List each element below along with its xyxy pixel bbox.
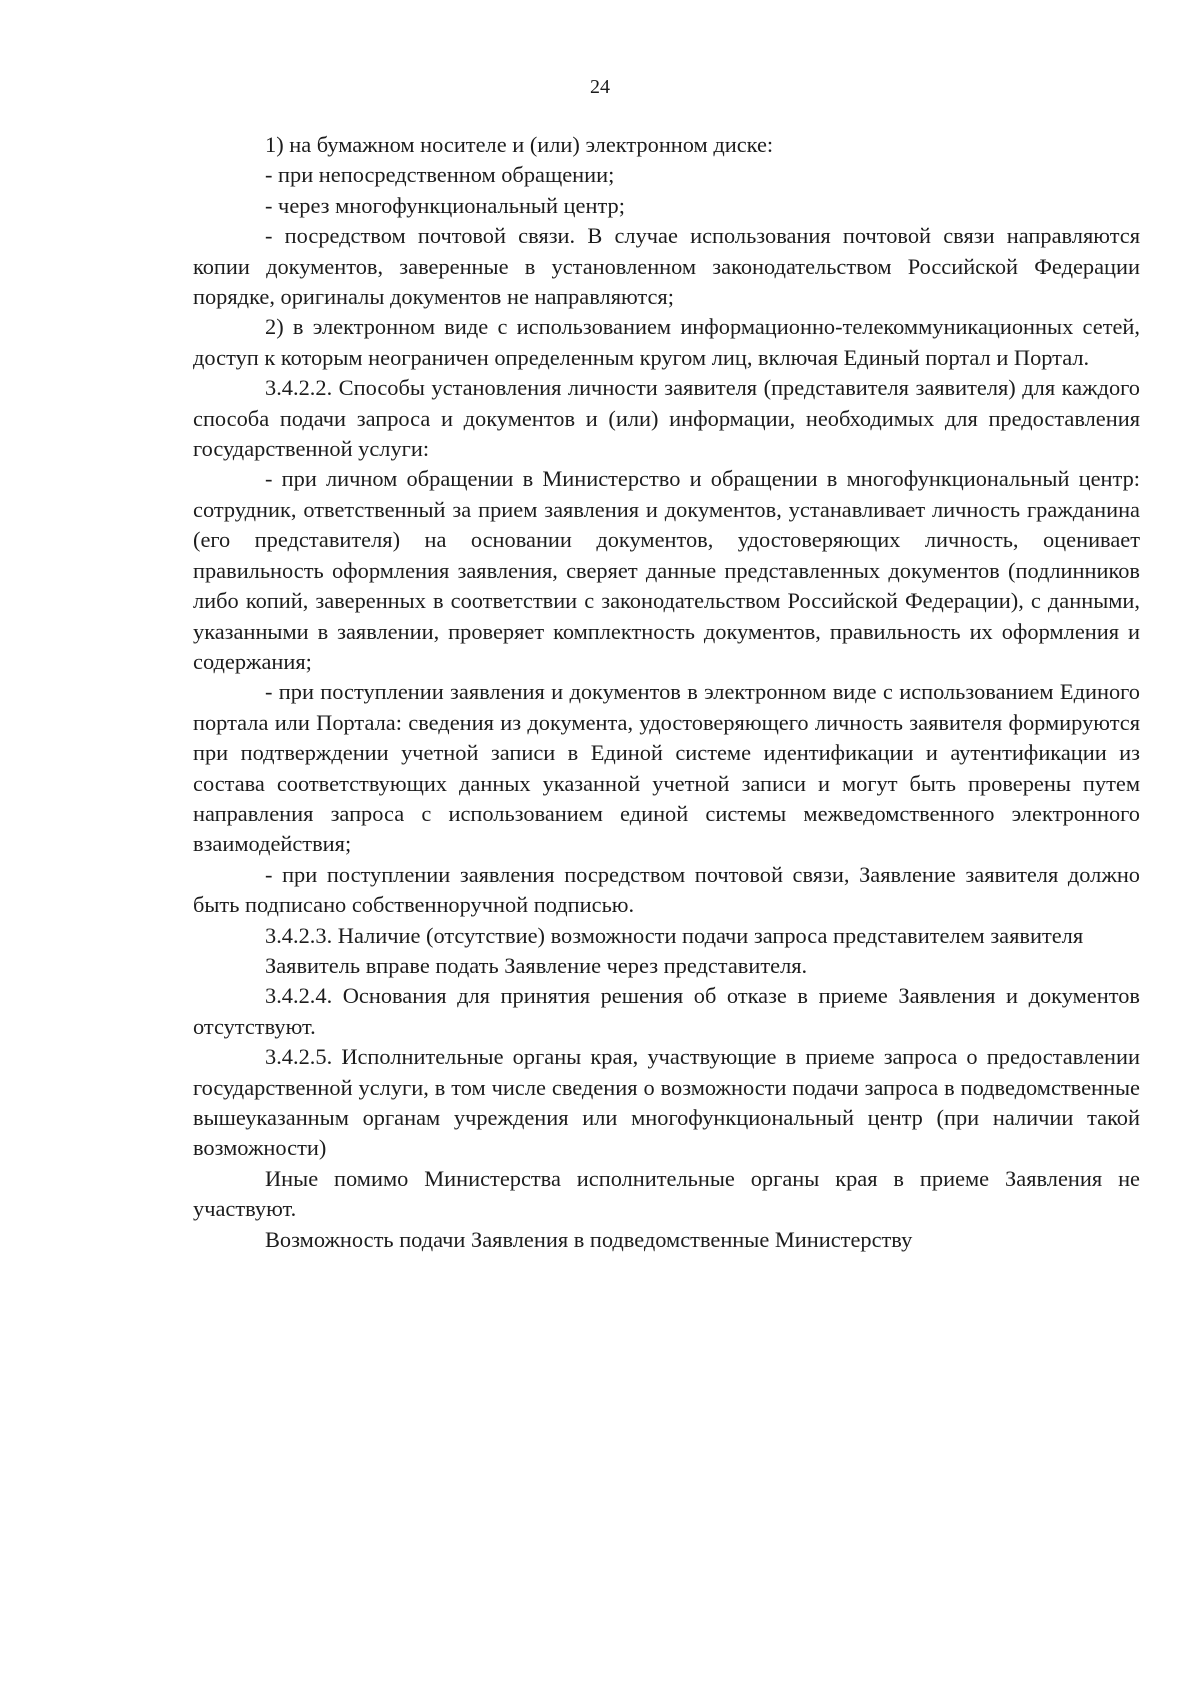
document-body: [193, 130, 1140, 1255]
paragraph: 1) на бумажном носителе и (или) электронном диске:: [265, 132, 774, 157]
paragraph: 3.4.2.4. Основания для принятия решения об отказе в приеме Заявления и документов отсутствуют.: [193, 983, 1140, 1039]
paragraph: Иные помимо Министерства исполнительные органы края в приеме Заявления не участвуют.: [193, 1165, 1140, 1222]
paragraph: - при поступлении заявления и документов в электронном виде с использованием Единого портала или Портала: сведения из документа, удостоверяющего личность заявителя формируются при подтверждении учетной записи в Единой системе идентификации и аутентификации из состава соответствующих данных указанной учетной записи и могут быть проверены путем направления запроса с использованием единой системы межведомственного электронного взаимодействия;: [193, 679, 1140, 857]
paragraph: - при личном обращении в Министерство и обращении в многофункциональный центр: сотрудник, ответственный за прием заявления и документов, устанавливает личность гражданина (его представителя) на основании документов, удостоверяющих личность, оценивает правильность оформления заявления, сверяет данные представленных документов (подлинников либо копий, заверенных в соответствии с законодательством Российской Федерации), с данными, указанными в заявлении, проверяет комплектность документов, правильность их оформления и содержания;: [193, 466, 1140, 674]
paragraph: - при поступлении заявления посредством почтовой связи, Заявление заявителя должно быть подписано собственноручной подписью.: [193, 861, 1140, 918]
paragraph: 3.4.2.2. Способы установления личности заявителя (представителя заявителя) для каждого способа подачи запроса и документов и (или) информации, необходимых для предоставления государственной услуги:: [193, 375, 1140, 462]
paragraph: 2) в электронном виде с использованием информационно-телекоммуникационных сетей, доступ к которым неограничен определенным кругом лиц, включая Единый портал и Портал.: [193, 314, 1140, 370]
paragraph: Заявитель вправе подать Заявление через представителя.: [265, 952, 808, 978]
paragraph: 3.4.2.5. Исполнительные органы края, участвующие в приеме запроса о предоставлении государственной услуги, в том числе сведения о возможности подачи запроса в подведомственные вышеуказанным органам учреждения или многофункциональный центр (при наличии такой возможности): [193, 1044, 1140, 1161]
paragraph: - через многофункциональный центр;: [265, 192, 625, 218]
paragraph: - посредством почтовой связи. В случае использования почтовой связи направляются копии документов, заверенные в установленном законодательством Российской Федерации порядке, оригиналы документов не направляются;: [193, 223, 1140, 310]
paragraph: Возможность подачи Заявления в подведомственные Министерству: [265, 1226, 913, 1252]
paragraph: 3.4.2.3. Наличие (отсутствие) возможности подачи запроса представителем заявителя: [265, 922, 1084, 948]
paragraph: - при непосредственном обращении;: [265, 162, 615, 188]
page-number: 24: [590, 76, 610, 98]
